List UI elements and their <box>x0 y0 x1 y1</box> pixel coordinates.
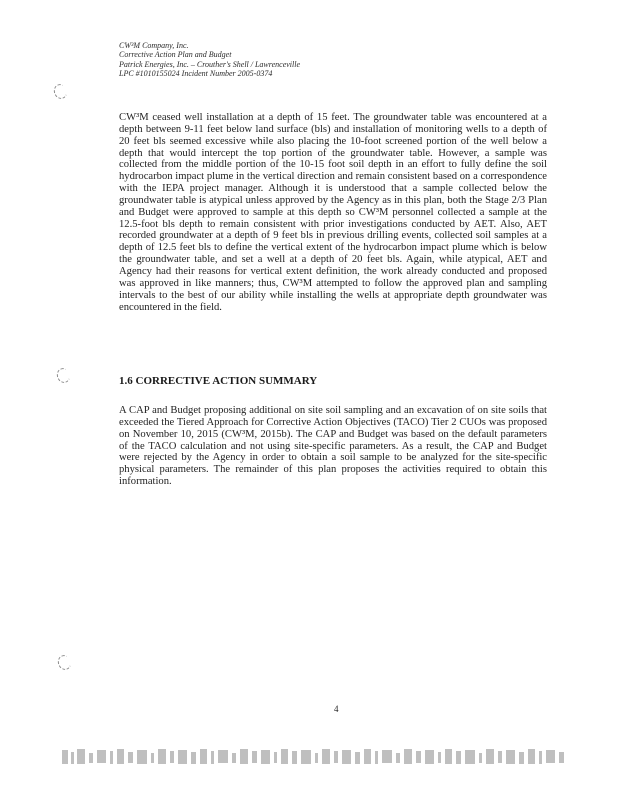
scan-artifact-strip <box>62 746 567 768</box>
body-paragraph: CW³M ceased well installation at a depth of 15 feet. The groundwater table was encountered at a depth between 9-11 feet below land surface (bls) and installation of monitoring wells to a depth of 20 feet bls seemed excessive while also placing the 10-foot screened portion of the well below a depth that would intercept the top portion of the groundwater table. However, a sample was collected from the middle portion of the 10-15 foot soil depth in an effort to fully define the soil hydrocarbon impact plume in the vertical direction and remain consistent based on a correspondence with the IEPA project manager. Although it is understood that a sample collected below the groundwater table is atypical unless approved by the Agency as in this plan, both the Stage 2/3 Plan and Budget were approved to sample at this depth so CW³M personnel collected a sample at the 12.5-foot bls depth to remain consistent with prior investigations conducted by AET. Also, AET recorded groundwater at a depth of 9 feet bls in previous drilling events, collected soil samples at a depth of 12.5 feet bls to define the vertical extent of the hydrocarbon impact plume which is below the groundwater table, and set a well at a depth of 20 feet bls. Again, while atypical, AET and Agency had their reasons for vertical extent definition, the work already conducted and proposed was approved in like manners; thus, CW³M attempted to follow the approved plan and sampling intervals to the best of our ability while installing the wells at appropriate depth groundwater was encountered in the field. <box>119 112 547 313</box>
header-site: Patrick Energies, Inc. – Crouther's Shell / Lawrenceville <box>119 59 301 69</box>
punch-hole-mark-icon <box>52 82 69 101</box>
section-heading: 1.6 CORRECTIVE ACTION SUMMARY <box>119 375 318 387</box>
header-incident: LPC #1010155024 Incident Number 2005-0374 <box>119 69 273 79</box>
header-company: CW³M Company, Inc. <box>119 41 189 50</box>
header-document-title: Corrective Action Plan and Budget <box>119 50 232 60</box>
page-number: 4 <box>334 704 339 714</box>
punch-hole-mark-icon <box>55 366 72 385</box>
page-header <box>119 41 519 79</box>
section-paragraph: A CAP and Budget proposing additional on site soil sampling and an excavation of on site soils that exceeded the Tiered Approach for Corrective Action Objectives (TACO) Tier 2 CUOs was proposed on November 10, 2015 (CW³M, 2015b). The CAP and Budget was based on the default parameters of the TACO calculation and not using site-specific parameters. As a result, the CAP and Budget were rejected by the Agency in order to obtain a soil sample to be analyzed for the site-specific physical parameters. The remainder of this plan proposes the activities required to obtain this information. <box>119 405 547 488</box>
punch-hole-mark-icon <box>56 653 73 672</box>
